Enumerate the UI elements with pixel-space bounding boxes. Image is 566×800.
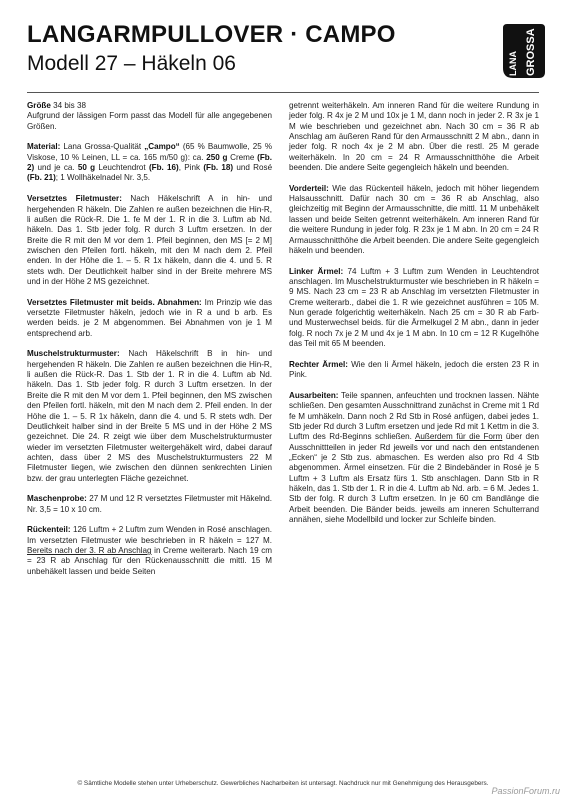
back-continued: getrennt weiterhäkeln. Am inneren Rand für die weitere Rundung in jeder folg. R 4x je 2 M und 10x je 1 M, dann noch in jeder 2. R 3x je 1 M wie beschrieben und gezeichnet abn. Nach 30 cm = 36 R ab Anschlag am äußeren Rand für den Armausschnitt 2 M abn., dann in jeder folg. R noch 4x je 2 M abn. Über die restl. 25 M gerade weiterhäkeln. In 20 cm = 24 R Armausschnitthöhe die Arbeit beenden. Die andere Seite gegengleich häkeln und beenden. (289, 101, 539, 173)
material-text: Leuchtendrot (98, 163, 146, 173)
left-sleeve-section (289, 267, 539, 350)
material-section (27, 142, 272, 183)
gauge-heading: Maschenprobe: (27, 494, 87, 504)
left-sleeve-text: 74 Luftm + 3 Luftm zum Wenden in Leuchtendrot anschlagen. Im Muschelstrukturmuster wie beschrieben in R häkeln = 9 MS. Nach 23 cm = 23 R ab Anschlag im versetzten Filetmuster in Creme weiterarb., dabei die 1. R wie gezeichnet ausführen = 105 M. Nun gerade folgerichtig weiterhäkeln. Nach 25 cm = 30 R ab Farb- und Musterwechsel beids. für die Ärmelkugel 2 M abn., dann in jeder folg. R noch 7x je 2 M und 4x je 1 M abn. In 10 cm = 12 R Kugelhöhe das Teil mit 65 M beenden. (289, 266, 540, 348)
material-heading: Material: (27, 142, 61, 152)
decrease-section (27, 298, 272, 339)
filet-section (27, 194, 272, 287)
right-sleeve-heading: Rechter Ärmel: (289, 359, 348, 369)
back-underlined-text: Bereits nach der 3. R ab Anschlag (27, 546, 152, 556)
lana-grossa-logo (501, 22, 547, 80)
front-heading: Vorderteil: (289, 183, 329, 193)
finishing-underlined-text: Außerdem für die Form (414, 432, 503, 442)
material-text: und Rosé (236, 163, 273, 173)
material-color: (Fb. 18) (203, 163, 234, 173)
material-text: , Pink (178, 163, 201, 173)
finishing-heading: Ausarbeiten: (289, 390, 339, 400)
copyright-notice: © Sämtliche Modelle stehen unter Urheberschutz. Gewerbliches Nacharbeiten ist untersagt. Nachdruck nur mit Genehmigung des Herausgebers. (77, 780, 489, 787)
material-color: (Fb. 2) (27, 152, 273, 173)
page-title: LANGARMPULLOVER · CAMPO (27, 21, 396, 48)
front-text: Wie das Rückenteil häkeln, jedoch mit höher liegendem Halsausschnitt. Dafür nach 30 cm = 36 R ab Anschlag, also gleichzeitig mit Beginn der Armausschnitte, die mittl. 11 M unbehäkelt lassen und beide Seiten getrennt weiterhäkeln. Am inneren Rand für die weitere Rundung in jeder folg. R 23x je 1 M abn. In 20 cm = 24 R Armausschnitthöhe die Arbeit beenden. Die andere Seite gegengleich häkeln und beenden. (289, 183, 540, 255)
back-heading: Rückenteil: (27, 525, 71, 535)
material-amount: 50 g (77, 163, 96, 173)
front-section (289, 184, 539, 256)
material-text: und je ca. (37, 163, 75, 173)
back-text: in Creme weiterarb. Nach 19 cm = 23 R ab Anschlag für den Rückenausschnitt die mittl. 15 M unbehäkelt lassen und beide Seiten (27, 546, 272, 576)
material-color: (Fb. 21) (27, 173, 56, 183)
shell-section (27, 349, 272, 483)
shell-text: Nach Häkelschrift B in hin- und hergehenden R häkeln. Die Zahlen re außen bezeichnen die Hin-R, li außen die Rück-R. Das 1. Stb der 1. R in die 4. Luftm ab Nd. häkeln. Das 1. Stb jeder folg. R durch 3 Luftm ersetzen. In der Breite die R mit den M vor dem 1. Pfeil beginnen, den MS zwischen den Pfeilen fortl. häkeln, mit den M nach dem 2. Pfeil enden. In der Höhe die 1. – 5. R 1x häkeln, dann die 4. und 5. R stets wdh. Der Deutlichkeit halber sind in der Breite 5 MS und in der Höhe 2 MS gezeichnet. Die 24. R zeigt wie über dem Muschelstrukturmuster wieder im versetzten Filetmuster weitergehäkelt wird, dabei darauf achten, dass über 2 MS des Muschelstrukturmusters 22 M Filetmuster liegen, wie zwischen den dünnen senkrechten Linien bzw. der grau unterlegten Fläche gezeichnet. (27, 349, 272, 483)
right-sleeve-section (289, 360, 539, 381)
back-text: 126 Luftm + 2 Luftm zum Wenden in Rosé anschlagen. Im versetzten Filetmuster wie beschrieben in R häkeln = 127 M. (27, 525, 273, 545)
material-text: Lana Grossa-Qualität (63, 142, 142, 152)
shell-heading: Muschelstrukturmuster: (27, 349, 120, 359)
size-section (27, 101, 272, 132)
right-sleeve-text: Wie den li Ärmel häkeln, jedoch die ersten 23 R in Pink. (289, 359, 539, 380)
filet-text: Nach Häkelschrift A in hin- und hergehenden R häkeln. Die Zahlen re außen bezeichnen die Hin-R, li außen die Rück-R. Die 1. fe M der 1. R in die 3. Luftm ab Nd. häkeln. Das 1. Stb jeder folg. R durch 3 Luftm ersetzen. In der Breite die R mit den M vor dem 1. Pfeil beginnen, den MS [= 2 M] zwischen den Pfeilen fortl. häkeln, mit den M nach dem 2. Pfeil enden. In der Höhe die 1. – 5. R 1x häkeln, dann die 4. und 5. R stets wdh. Der Deutlichkeit halber sind in der Breite mehrere MS und in der Höhe 2 MS gezeichnet. (27, 194, 272, 286)
left-sleeve-heading: Linker Ärmel: (289, 266, 344, 276)
back-section (27, 525, 272, 577)
finishing-section (289, 391, 539, 525)
size-text: 34 bis 38 Aufgrund der lässigen Form passt das Modell für alle angegebenen Größen. (27, 101, 272, 131)
decrease-text: Im Prinzip wie das versetzte Filetmuster häkeln, jedoch wie in R a und b arb. Es werden beids. je 2 M abgenommen. Bei Abnahmen von je 1 M entsprechend arb. (27, 297, 273, 338)
material-color: (Fb. 16) (148, 163, 179, 173)
decrease-heading: Versetztes Filetmuster mit beids. Abnahmen: (27, 297, 202, 307)
watermark: PassionForum.ru (491, 786, 560, 796)
right-column (289, 101, 539, 536)
finishing-text: Teile spannen, anfeuchten und trocknen lassen. Nähte schließen. Den gesamten Ausschnittrand zunächst in Creme mit 1 Rd fe M umhäkeln. Dann noch 2 Rd Stb in Rosé anfügen, dabei jedes 1. Stb jeder Rd durch 3 Luftm ersetzen und jede Rd mit 1 Kettm in die 3. Luftm des Rd-Beginns schließen. (289, 390, 539, 442)
gauge-section (27, 494, 272, 515)
gauge-text: 27 M und 12 R versetztes Filetmuster mit Häkelnd. Nr. 3,5 = 10 x 10 cm. (27, 494, 273, 514)
filet-heading: Versetztes Filetmuster: (27, 194, 122, 204)
header-divider (27, 92, 539, 93)
logo-text-top: LANA (508, 51, 518, 76)
material-yarn: „Campo“ (144, 142, 180, 152)
material-text: ; 1 Wollhäkelnadel Nr. 3,5. (55, 173, 151, 183)
logo-text-bottom: GROSSA (525, 28, 537, 76)
page-subtitle: Modell 27 – Häkeln 06 (27, 52, 236, 75)
material-amount: 250 g (206, 152, 228, 162)
finishing-text: über den Ausschnittteilen in jeder Rd jeweils vor und nach den entstandenen „Ecken“ je 2 Stb zus. abmaschen. Es werden also pro Rd 4 Stb abgenommen. Ärmel einsetzen. Für die 2 Bindebänder in Rosé je 5 Luftm + 3 Luftm als Ersatz fürs 1. Stb anschlagen. Dann Stb in R häkeln, das 1. Stb der 1. R in die 4. Luftm ab Nd. arb. = 6 M. Jedes 1. Stb der folg. R durch 3 Luftm ersetzen. In je 60 cm Bandlänge die Arbeit beenden. Die Bänder beids. jeweils am inneren Schulterrand annähen, siehe Modellbild und locker zur Schleife binden. (289, 432, 539, 524)
page-header (27, 22, 547, 84)
material-text: (65 % Baumwolle, 25 % Viskose, 10 % Leinen, LL = ca. 165 m/50 g): ca. (27, 142, 273, 162)
material-text: Creme (230, 152, 255, 162)
size-heading: Größe (27, 101, 51, 110)
left-column (27, 101, 272, 587)
